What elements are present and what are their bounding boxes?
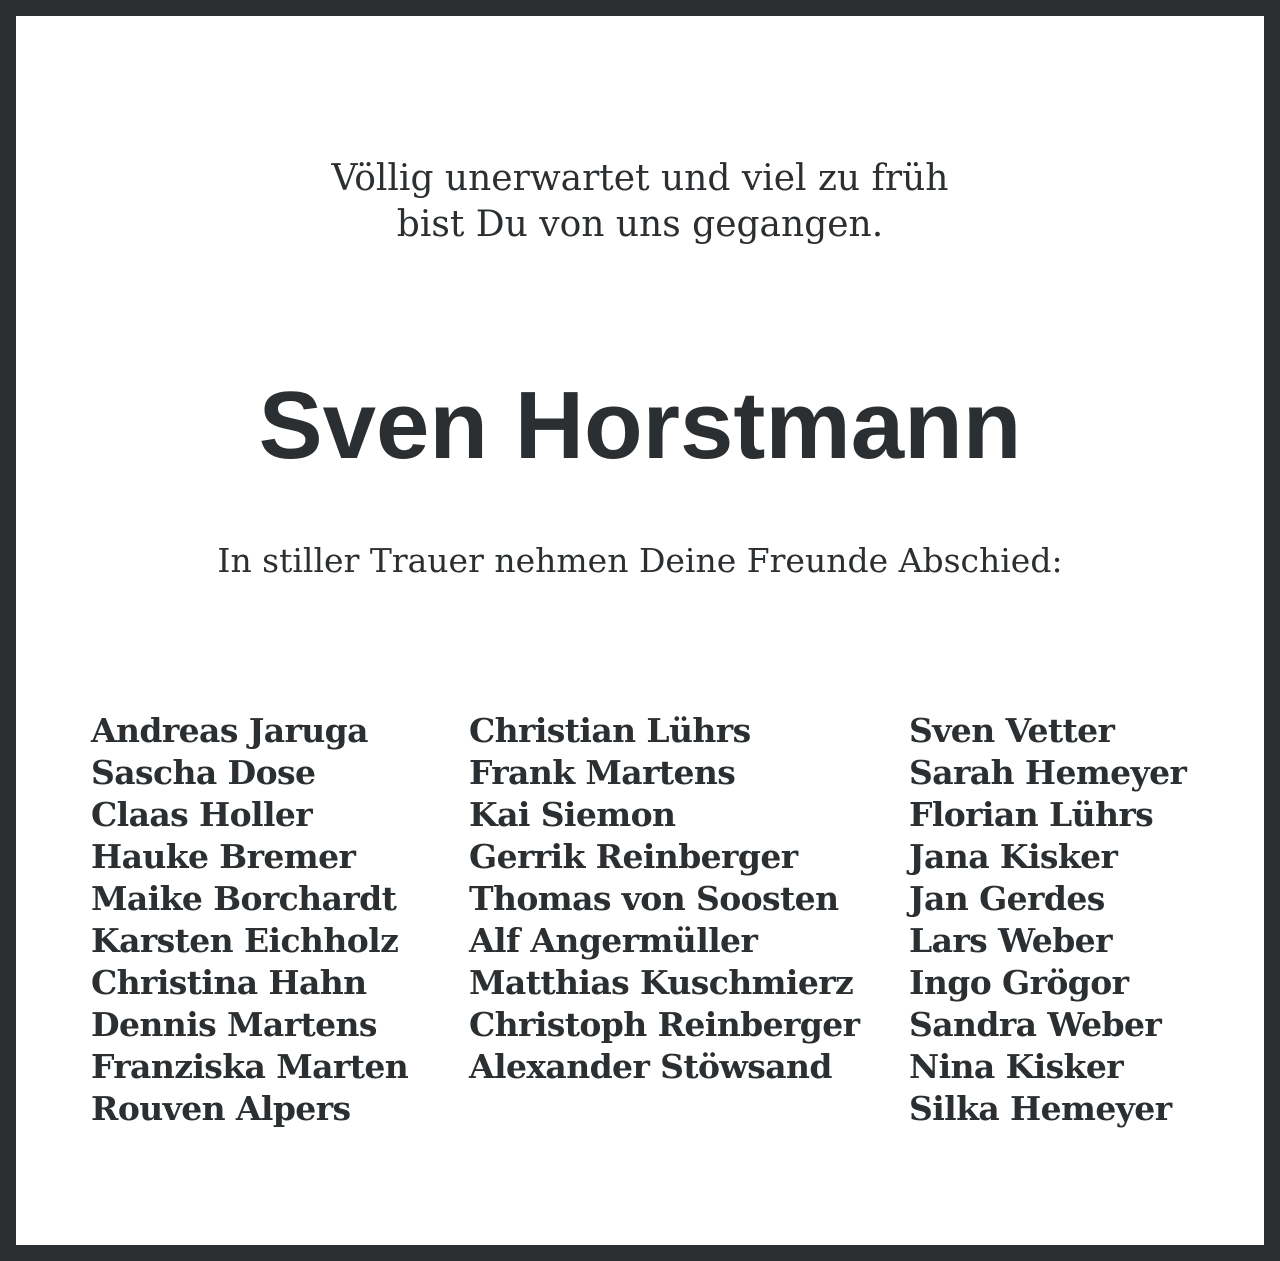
mourner-name: Karsten Eichholz — [91, 921, 399, 960]
mourners-column-3 — [909, 710, 1186, 1130]
mourner-name: Gerrik Reinberger — [469, 837, 798, 876]
mourner-name: Thomas von Soosten — [469, 879, 839, 918]
mourner-name: Lars Weber — [909, 921, 1112, 960]
intro-text — [16, 156, 1264, 248]
mourner-name: Christoph Reinberger — [469, 1005, 860, 1044]
mourner-name: Sandra Weber — [909, 1005, 1162, 1044]
mourner-name: Andreas Jaruga — [91, 711, 368, 750]
intro-line-2: bist Du von uns gegangen. — [396, 204, 884, 245]
mourner-name: Matthias Kuschmierz — [469, 963, 854, 1002]
mourner-name: Jan Gerdes — [909, 879, 1105, 918]
mourner-name: Franziska Marten — [91, 1047, 409, 1086]
mourner-name: Christian Lührs — [469, 711, 751, 750]
mourner-name: Christina Hahn — [91, 963, 367, 1002]
mourner-name: Hauke Bremer — [91, 837, 356, 876]
mourner-name: Maike Borchardt — [91, 879, 397, 918]
mourner-name: Sarah Hemeyer — [909, 753, 1187, 792]
mourner-name: Silka Hemeyer — [909, 1089, 1172, 1128]
mourner-name: Kai Siemon — [469, 795, 676, 834]
mourner-name: Jana Kisker — [909, 837, 1118, 876]
mourner-name: Claas Holler — [91, 795, 313, 834]
intro-line-1: Völlig unerwartet und viel zu früh — [331, 158, 949, 199]
mourner-name: Rouven Alpers — [91, 1089, 351, 1128]
mourner-name: Alf Angermüller — [469, 921, 758, 960]
mourner-name: Alexander Stöwsand — [469, 1047, 832, 1086]
mourning-line: In stiller Trauer nehmen Deine Freunde Abschied: — [217, 541, 1063, 580]
mourner-name: Sven Vetter — [909, 711, 1115, 750]
mourner-name: Nina Kisker — [909, 1047, 1124, 1086]
mourner-name: Sascha Dose — [91, 753, 316, 792]
mourners-column-1 — [91, 710, 408, 1130]
mourner-name: Frank Martens — [469, 753, 736, 792]
deceased-name: Sven Horstmann — [258, 372, 1022, 479]
mourner-name: Ingo Grögor — [909, 963, 1129, 1002]
mourner-name: Florian Lührs — [909, 795, 1154, 834]
mourners-column-2 — [469, 710, 859, 1088]
mourner-name: Dennis Martens — [91, 1005, 377, 1044]
